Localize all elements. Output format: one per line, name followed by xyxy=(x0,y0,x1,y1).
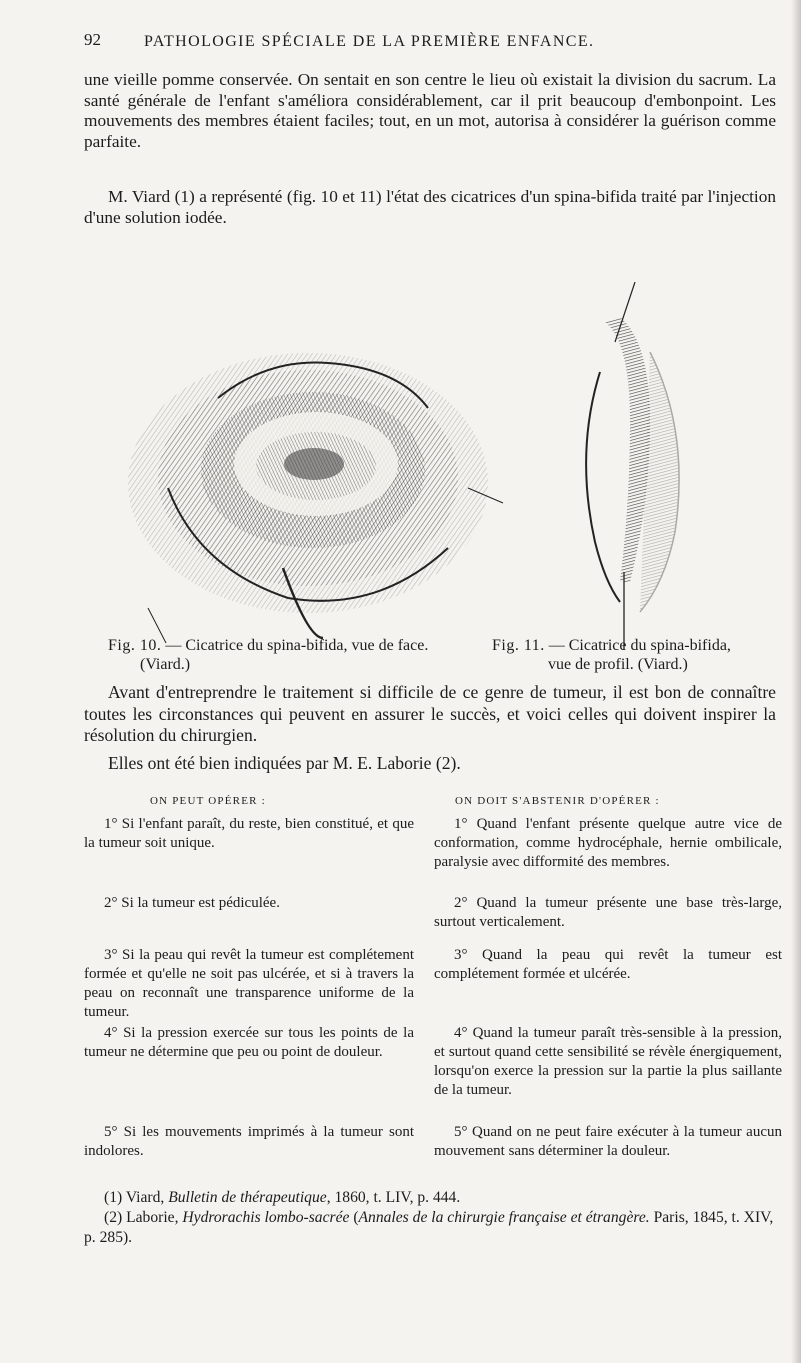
contraindication-item: 5° Quand on ne peut faire exécuter à la tumeur aucun mouvement sans déterminer la douleur. xyxy=(434,1124,782,1159)
page-edge-shadow xyxy=(791,0,801,1363)
contraindication-item: 1° Quand l'enfant présente quelque autre vice de conformation, comme hydrocéphale, hernie ombilicale, paralysie avec difformité des membres. xyxy=(434,816,782,870)
footnote-2-rest: Paris, 1845, t. XIV, p. 285). xyxy=(84,1209,774,1246)
footnote-2-author: Laborie, xyxy=(126,1209,179,1226)
footnote-1 xyxy=(84,1188,776,1208)
figure-11-caption-text: — Cicatrice du spina-bifida, xyxy=(548,637,731,654)
contraindication-item: 4° Quand la tumeur paraît très-sensible à la pression, et surtout quand cette sensibilité se révèle énergiquement, lorsqu'on exerce la pression sur la partie la plus saillante de la tumeur. xyxy=(434,1025,782,1098)
figure-10-source: (Viard.) xyxy=(140,656,191,673)
viard-paragraph: M. Viard (1) a représenté (fig. 10 et 11) l'état des cicatrices d'un spina-bifida traité par l'injection d'une solution iodée. xyxy=(84,187,776,227)
running-head xyxy=(84,30,724,60)
intro-paragraph: une vieille pomme conservée. On sentait en son centre le lieu où existait la division du sacrum. La santé générale de l'enfant s'améliora considérablement, car il prit beaucoup d'embonpoint. Les mouvements des membres étaient faciles; tout, en un mot, autorisa à considérer la guérison comme parfaite. xyxy=(84,70,776,151)
figure-10-label: Fig. 10. xyxy=(108,637,162,654)
footnote-1-marker: (1) xyxy=(104,1189,123,1206)
footnote-2-open: ( xyxy=(349,1209,359,1226)
figure-11-caption xyxy=(492,636,782,655)
figure-11-label: Fig. 11. xyxy=(492,637,545,654)
page-number: 92 xyxy=(84,30,101,49)
contraindication-item: 3° Quand la peau qui revêt la tumeur est complétement formée et ulcérée. xyxy=(434,947,782,982)
indications-heading: ON PEUT OPÉRER : xyxy=(150,795,266,807)
footnote-1-title: Bulletin de thérapeutique xyxy=(168,1189,327,1206)
indication-item: 4° Si la pression exercée sur tous les points de la tumeur ne détermine que peu ou point de douleur. xyxy=(84,1025,414,1060)
running-title: PATHOLOGIE SPÉCIALE DE LA PREMIÈRE ENFANCE. xyxy=(144,33,595,50)
footnote-2 xyxy=(84,1208,776,1248)
footnote-2-marker: (2) xyxy=(104,1209,123,1226)
figure-10-caption-text: — Cicatrice du spina-bifida, vue de face. xyxy=(165,637,429,654)
contraindication-item: 2° Quand la tumeur présente une base très-large, surtout verticalement. xyxy=(434,895,782,930)
figure-10-illustration xyxy=(108,338,518,648)
treatment-paragraph: Avant d'entreprendre le traitement si difficile de ce genre de tumeur, il est bon de connaître toutes les circonstances qui peuvent en assurer le succès, et voici celles qui doivent inspirer la résolution du chirurgien. xyxy=(84,682,776,745)
indication-item: 3° Si la peau qui revêt la tumeur est complétement formée et qu'elle ne soit pas ulcérée, et si à travers la peau on reconnaît une transparence uniforme de la tumeur. xyxy=(84,947,414,1020)
figure-11-source: vue de profil. (Viard.) xyxy=(548,656,688,673)
contraindications-heading: ON DOIT S'ABSTENIR D'OPÉRER : xyxy=(455,795,660,807)
figure-11-illustration xyxy=(560,282,730,652)
indication-item: 2° Si la tumeur est pédiculée. xyxy=(104,895,280,911)
figure-10-caption xyxy=(108,636,478,655)
footnote-1-rest: , 1860, t. LIV, p. 444. xyxy=(326,1189,461,1206)
footnote-1-author: Viard, xyxy=(125,1189,165,1206)
laborie-paragraph: Elles ont été bien indiquées par M. E. Laborie (2). xyxy=(108,753,461,773)
footnote-2-journal: Annales de la chirurgie française et étrangère. xyxy=(358,1209,650,1226)
footnote-2-title: Hydrorachis lombo-sacrée xyxy=(182,1209,350,1226)
indication-item: 1° Si l'enfant paraît, du reste, bien constitué, et que la tumeur soit unique. xyxy=(84,816,414,851)
indication-item: 5° Si les mouvements imprimés à la tumeur sont indolores. xyxy=(84,1124,414,1159)
